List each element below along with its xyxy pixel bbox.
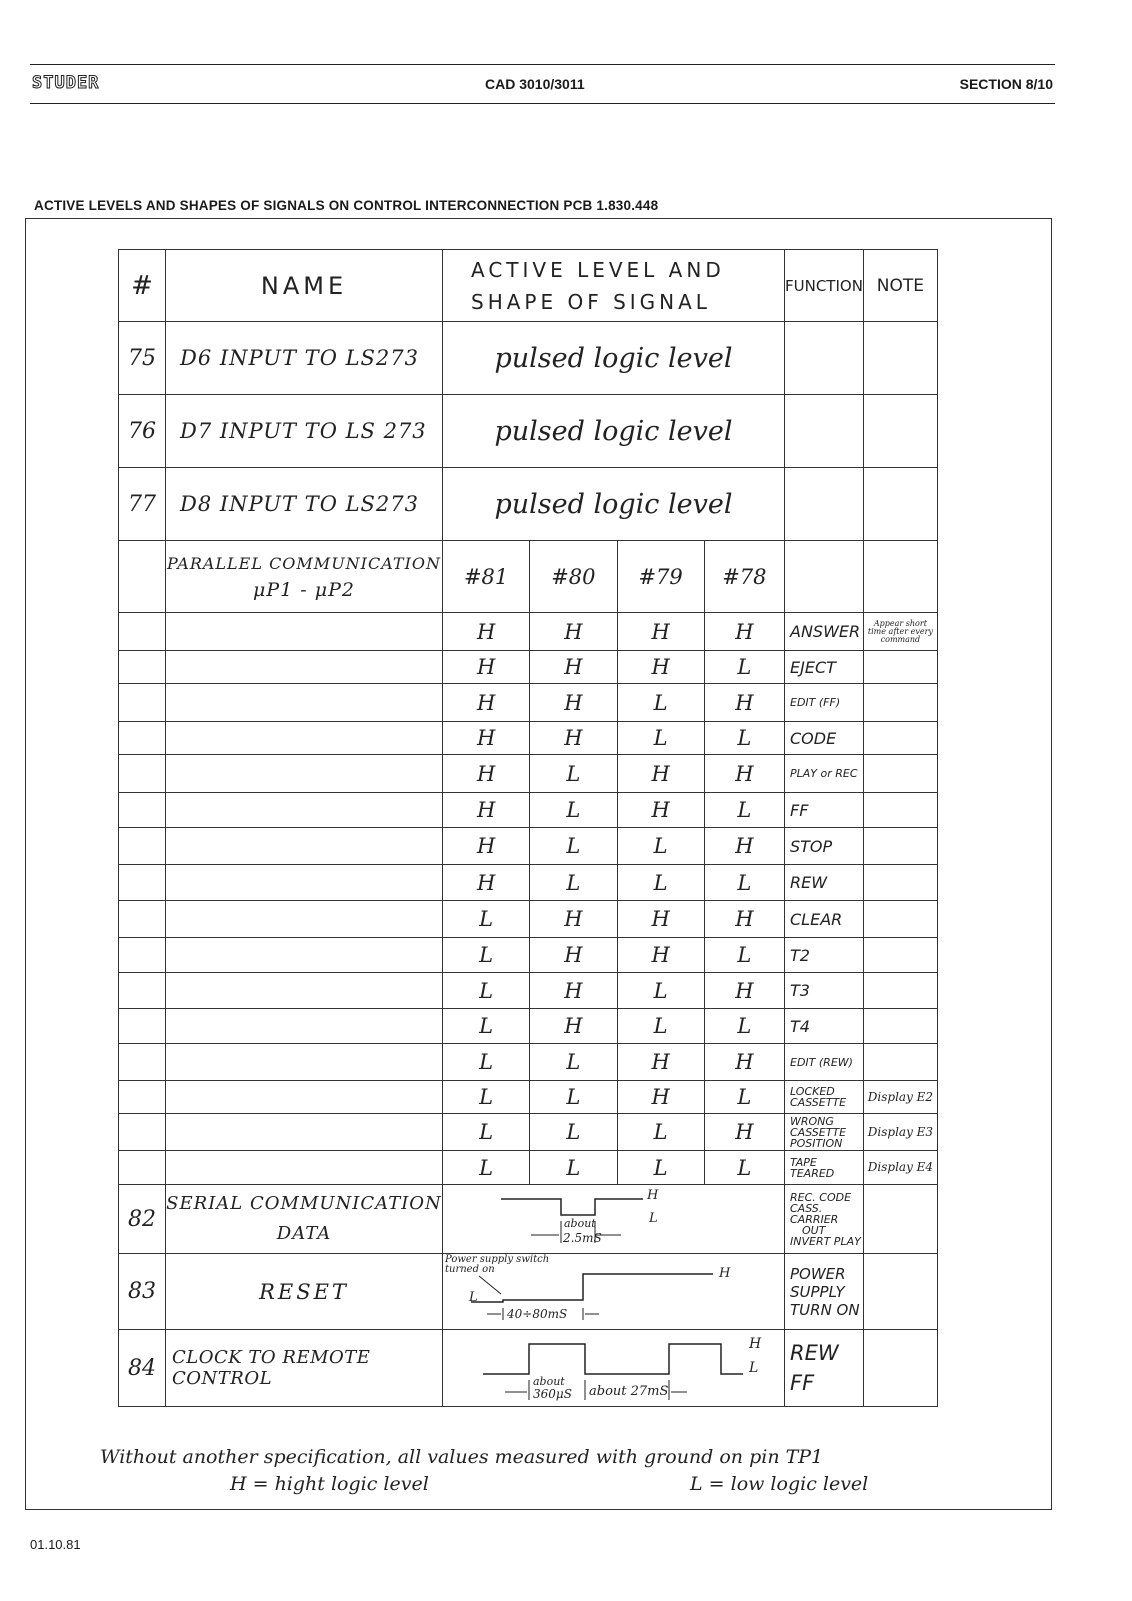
bit-value-b80: L: [530, 865, 617, 901]
bit-row: [119, 1044, 938, 1081]
document-number: CAD 3010/3011: [485, 76, 585, 92]
bit-row: [119, 1081, 938, 1114]
note-cell: [863, 755, 937, 793]
function-cell: T2: [785, 938, 864, 973]
bit-row: [119, 793, 938, 828]
active-level: pulsed logic level: [443, 468, 785, 541]
row-83: [119, 1254, 938, 1330]
page-header: [30, 64, 1055, 104]
reset-waveform-line: [471, 1274, 713, 1302]
bit-value-b79: L: [617, 1009, 704, 1044]
note-cell: Display E2: [863, 1081, 937, 1114]
studer-logo: STUDER: [32, 73, 100, 93]
bit-value-b78: L: [704, 865, 784, 901]
row-number: [119, 722, 166, 755]
table-header-row: [119, 250, 938, 322]
header-number: #: [119, 250, 166, 322]
bit-value-b78: L: [704, 651, 784, 684]
table-row: [119, 322, 938, 395]
parallel-line2: μP1 - μP2: [253, 578, 355, 601]
function-cell: [785, 322, 864, 395]
parallel-communication-label: [166, 541, 443, 613]
signal-name: [166, 651, 443, 684]
bit-row: [119, 828, 938, 865]
bit-79-header: #79: [617, 541, 704, 613]
bit-value-b81: L: [443, 938, 530, 973]
bit-value-b81: H: [443, 865, 530, 901]
function-cell: [785, 1330, 864, 1407]
active-level: pulsed logic level: [443, 395, 785, 468]
row-number: [119, 541, 166, 613]
function-line: CASS. CARRIER: [790, 1201, 839, 1226]
bit-value-b80: L: [530, 793, 617, 828]
bit-value-b81: H: [443, 828, 530, 865]
row-number: [119, 973, 166, 1009]
bit-value-b79: L: [617, 973, 704, 1009]
bit-value-b80: H: [530, 938, 617, 973]
bit-row: [119, 901, 938, 938]
function-cell: EJECT: [785, 651, 864, 684]
signal-name: CLOCK TO REMOTE CONTROL: [166, 1330, 443, 1407]
row-number: 82: [119, 1185, 166, 1254]
row-number: 76: [119, 395, 166, 468]
note-cell: [863, 1330, 937, 1407]
bit-value-b81: L: [443, 1044, 530, 1081]
bit-value-b79: L: [617, 1114, 704, 1151]
bit-row: [119, 938, 938, 973]
bit-value-b80: L: [530, 1044, 617, 1081]
function-line: REW: [790, 1341, 839, 1365]
function-cell: [785, 541, 864, 613]
header-active-level: [443, 250, 785, 322]
bit-value-b78: H: [704, 828, 784, 865]
row-number: [119, 865, 166, 901]
function-line: POWER: [790, 1264, 846, 1283]
bit-value-b78: L: [704, 722, 784, 755]
bit-value-b81: L: [443, 973, 530, 1009]
function-cell: [785, 1254, 864, 1330]
bit-value-b81: L: [443, 1009, 530, 1044]
page-title: ACTIVE LEVELS AND SHAPES OF SIGNALS ON CONTROL INTERCONNECTION PCB 1.830.448: [34, 198, 659, 213]
bit-row: [119, 722, 938, 755]
bit-value-b80: L: [530, 1114, 617, 1151]
bit-value-b81: L: [443, 1151, 530, 1185]
note-cell: [863, 1254, 937, 1330]
header-note: NOTE: [863, 250, 937, 322]
function-cell: REW: [785, 865, 864, 901]
bit-value-b81: L: [443, 1081, 530, 1114]
parallel-header-row: [119, 541, 938, 613]
signal-name: [166, 1081, 443, 1114]
function-line: FF: [790, 1371, 815, 1395]
bit-value-b78: L: [704, 938, 784, 973]
function-line: SUPPLY: [790, 1282, 845, 1301]
bit-value-b78: H: [704, 613, 784, 651]
clock-time2-label: about 27mS: [589, 1384, 669, 1399]
header-active-line1: ACTIVE LEVEL AND: [471, 257, 725, 282]
bit-row: [119, 684, 938, 722]
serial-waveform-line: [501, 1199, 643, 1215]
bit-value-b79: H: [617, 651, 704, 684]
bit-row: [119, 613, 938, 651]
signal-name: [166, 1185, 443, 1254]
row-number: [119, 793, 166, 828]
bit-value-b81: H: [443, 793, 530, 828]
bit-value-b80: H: [530, 684, 617, 722]
note-cell: [863, 1009, 937, 1044]
bit-value-b78: H: [704, 1044, 784, 1081]
footer-high-definition: H = hight logic level: [230, 1473, 429, 1495]
note-cell: [863, 322, 937, 395]
row-number: [119, 684, 166, 722]
bit-value-b80: L: [530, 755, 617, 793]
header-name: NAME: [166, 250, 443, 322]
function-line: REC. CODE: [790, 1190, 852, 1204]
serial-data-waveform: [443, 1185, 785, 1254]
row-number: [119, 755, 166, 793]
bit-value-b78: L: [704, 1151, 784, 1185]
bit-value-b80: H: [530, 613, 617, 651]
bit-row: [119, 755, 938, 793]
signal-name: [166, 828, 443, 865]
signal-name: [166, 793, 443, 828]
note-cell: Display E4: [863, 1151, 937, 1185]
function-cell: [785, 395, 864, 468]
clock-time1-label: 360μS: [533, 1387, 572, 1401]
reset-pointer-line: [479, 1276, 501, 1294]
clock-h-label: H: [749, 1336, 762, 1352]
bit-value-b79: H: [617, 901, 704, 938]
bit-value-b79: L: [617, 828, 704, 865]
function-cell: LOCKED CASSETTE: [785, 1081, 864, 1114]
function-cell: [785, 468, 864, 541]
reset-time-label: 40÷80mS: [507, 1307, 568, 1321]
active-level: pulsed logic level: [443, 322, 785, 395]
serial-h-label: H: [647, 1188, 659, 1203]
note-cell: [863, 938, 937, 973]
function-cell: T3: [785, 973, 864, 1009]
bit-value-b78: H: [704, 901, 784, 938]
bit-value-b79: L: [617, 1151, 704, 1185]
parallel-line1: PARALLEL COMMUNICATION: [166, 553, 442, 573]
bit-value-b80: L: [530, 828, 617, 865]
bit-value-b79: H: [617, 793, 704, 828]
note-cell: [863, 1044, 937, 1081]
bit-value-b79: L: [617, 865, 704, 901]
serial-waveform-svg: [443, 1185, 784, 1253]
function-cell: EDIT (REW): [785, 1044, 864, 1081]
bit-row: [119, 1009, 938, 1044]
row-number: 77: [119, 468, 166, 541]
clock-waveform: [443, 1330, 785, 1407]
reset-waveform: [443, 1254, 785, 1330]
note-cell: [863, 651, 937, 684]
note-cell: [863, 793, 937, 828]
bit-value-b80: L: [530, 1151, 617, 1185]
function-line: INVERT PLAY: [790, 1234, 861, 1248]
note-cell: [863, 541, 937, 613]
bit-row: [119, 1151, 938, 1185]
row-number: 83: [119, 1254, 166, 1330]
bit-78-header: #78: [704, 541, 784, 613]
footer-low-definition: L = low logic level: [690, 1473, 869, 1495]
bit-value-b79: H: [617, 938, 704, 973]
function-cell: FF: [785, 793, 864, 828]
note-cell: [863, 973, 937, 1009]
signal-name: [166, 1151, 443, 1185]
row-number: 84: [119, 1330, 166, 1407]
bit-value-b78: H: [704, 1114, 784, 1151]
document-date: 01.10.81: [30, 1537, 81, 1552]
function-cell: WRONG CASSETTE POSITION: [785, 1114, 864, 1151]
function-cell: CODE: [785, 722, 864, 755]
clock-waveform-line: [483, 1344, 743, 1374]
function-cell: CLEAR: [785, 901, 864, 938]
function-line: TURN ON: [790, 1300, 860, 1319]
signal-name: [166, 684, 443, 722]
bit-value-b78: L: [704, 1009, 784, 1044]
header-function: FUNCTION: [785, 250, 864, 322]
function-cell: T4: [785, 1009, 864, 1044]
signal-name: [166, 1114, 443, 1151]
serial-about-label: about: [564, 1217, 596, 1230]
signal-name: D6 INPUT TO LS273: [166, 322, 443, 395]
bit-value-b81: H: [443, 684, 530, 722]
note-cell: [863, 468, 937, 541]
row-number: [119, 938, 166, 973]
bit-value-b79: H: [617, 1044, 704, 1081]
bit-value-b80: H: [530, 1009, 617, 1044]
row-number: 75: [119, 322, 166, 395]
signal-name-line2: DATA: [276, 1223, 332, 1244]
bit-value-b80: H: [530, 651, 617, 684]
bit-value-b78: H: [704, 755, 784, 793]
reset-note-line2: turned on: [445, 1264, 495, 1275]
note-cell: [863, 1185, 937, 1254]
serial-time-label: 2.5mS: [563, 1231, 602, 1245]
bit-value-b78: L: [704, 793, 784, 828]
bit-rows: [119, 613, 938, 1185]
row-84: [119, 1330, 938, 1407]
bit-value-b81: H: [443, 722, 530, 755]
signal-name: [166, 1044, 443, 1081]
table-row: [119, 395, 938, 468]
bit-value-b81: H: [443, 613, 530, 651]
note-cell: [863, 395, 937, 468]
signal-name: [166, 722, 443, 755]
note-cell: [863, 722, 937, 755]
reset-note-line1: Power supply switch: [445, 1254, 550, 1265]
signal-name: D7 INPUT TO LS 273: [166, 395, 443, 468]
bit-value-b79: L: [617, 684, 704, 722]
row-number: [119, 1081, 166, 1114]
signal-name: D8 INPUT TO LS273: [166, 468, 443, 541]
signal-name: [166, 1009, 443, 1044]
row-82: [119, 1185, 938, 1254]
note-cell: [863, 684, 937, 722]
bit-value-b78: H: [704, 973, 784, 1009]
bit-value-b79: L: [617, 722, 704, 755]
header-active-line2: SHAPE OF SIGNAL: [471, 289, 711, 314]
bit-value-b78: H: [704, 684, 784, 722]
clock-l-label: L: [749, 1360, 759, 1376]
signal-name: [166, 938, 443, 973]
bit-value-b81: L: [443, 901, 530, 938]
reset-h-label: H: [719, 1266, 731, 1281]
function-cell: TAPE TEARED: [785, 1151, 864, 1185]
note-cell: Display E3: [863, 1114, 937, 1151]
signal-table: [118, 249, 938, 1407]
bit-row: [119, 973, 938, 1009]
signal-name: RESET: [166, 1254, 443, 1330]
function-cell: ANSWER: [785, 613, 864, 651]
bit-value-b81: H: [443, 755, 530, 793]
bit-value-b81: H: [443, 651, 530, 684]
row-number: [119, 651, 166, 684]
function-cell: EDIT (FF): [785, 684, 864, 722]
signal-name: [166, 613, 443, 651]
row-number: [119, 1044, 166, 1081]
bit-value-b79: H: [617, 755, 704, 793]
function-cell: [785, 1185, 864, 1254]
function-cell: PLAY or REC: [785, 755, 864, 793]
clock-about-label: about: [533, 1375, 565, 1388]
function-cell: STOP: [785, 828, 864, 865]
bit-value-b79: H: [617, 1081, 704, 1114]
row-number: [119, 828, 166, 865]
function-line: OUT: [802, 1223, 826, 1237]
bit-value-b80: H: [530, 973, 617, 1009]
footer-note: Without another specification, all values measured with ground on pin TP1: [100, 1446, 824, 1468]
bit-row: [119, 865, 938, 901]
reset-l-label: L: [469, 1290, 478, 1305]
row-number: [119, 901, 166, 938]
bit-value-b80: L: [530, 1081, 617, 1114]
signal-name: [166, 901, 443, 938]
bit-value-b80: H: [530, 901, 617, 938]
row-number: [119, 1151, 166, 1185]
note-cell: [863, 901, 937, 938]
bit-value-b78: L: [704, 1081, 784, 1114]
note-cell: [863, 828, 937, 865]
signal-name: [166, 865, 443, 901]
table-row: [119, 468, 938, 541]
row-number: [119, 613, 166, 651]
bit-80-header: #80: [530, 541, 617, 613]
note-cell: Appear short time after every command: [863, 613, 937, 651]
bit-row: [119, 1114, 938, 1151]
bit-81-header: #81: [443, 541, 530, 613]
bit-value-b79: H: [617, 613, 704, 651]
section-number: SECTION 8/10: [959, 76, 1053, 92]
serial-l-label: L: [649, 1211, 658, 1226]
signal-name: [166, 973, 443, 1009]
row-number: [119, 1114, 166, 1151]
row-number: [119, 1009, 166, 1044]
bit-row: [119, 651, 938, 684]
bit-value-b80: H: [530, 722, 617, 755]
signal-name-line1: SERIAL COMMUNICATION: [166, 1193, 442, 1214]
signal-name: [166, 755, 443, 793]
note-cell: [863, 865, 937, 901]
bit-value-b81: L: [443, 1114, 530, 1151]
